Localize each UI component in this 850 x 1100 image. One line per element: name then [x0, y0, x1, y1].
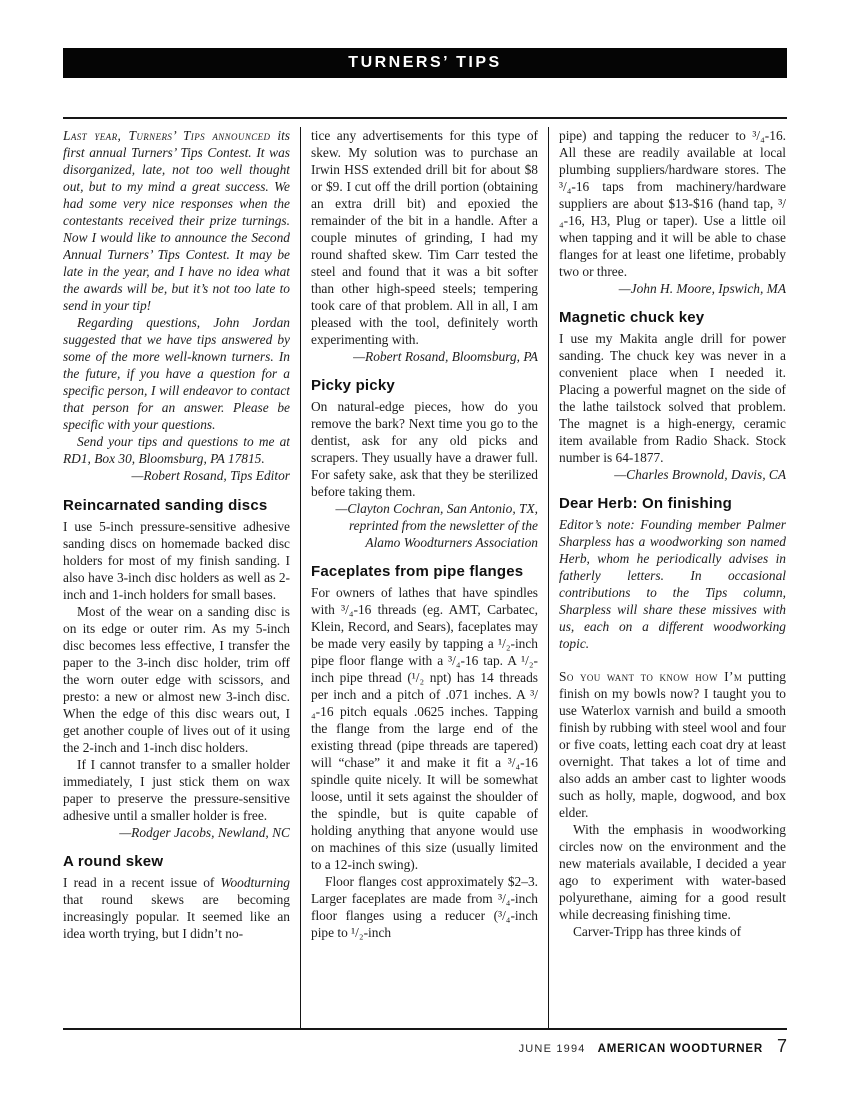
herb-lead-smallcaps: So you want to know how I’m — [559, 669, 743, 684]
column-divider-1 — [300, 127, 301, 1028]
round-skew-continuation — [311, 127, 538, 365]
skew-paragraph-continued: tice any advertisements for this type of skew. My solution was to purchase an Irwin HSS extended drill bit for about $8 or $9. I cut off the drill portion (obtaining an extra drill bit) and epoxied the remainder of the bit in a handle. After a couple minutes of grinding, I had my round shafted skew. Tim Carr tested the steel and found that it was a bit softer than other high-speed steels; tempering took care of that problem. All in all, I am pleased with the tool, definitely worth experimenting with. — [311, 128, 538, 347]
faceplates-paragraph-2: Floor flanges cost approximately $2–3. Larger faceplates are made from ³/₄-inch floor flanges using a reducer (³/₄-inch pipe to ¹/₂-inch — [311, 874, 538, 940]
intro-paragraph-1-rest: its first annual Turners’ Tips Contest. It was disorganized, late, not too well thought out, but to my mind a great success. We had some very nice responses when the contestants received their prize turnings. Now I would like to announce the Second Annual Turners’ Tips Contest. It may be late in the year, and I have no idea what the awards will be, but it’s not too late to send in your tip! — [63, 128, 290, 313]
heading-dear-herb-on-finishing: Dear Herb: On finishing — [559, 495, 732, 512]
column-2 — [311, 127, 538, 1028]
signature-charles-brownold: —Charles Brownold, Davis, CA — [614, 467, 786, 482]
intro-paragraph-1 — [63, 127, 290, 314]
footer-magazine-name: AMERICAN WOODTURNER — [597, 1043, 763, 1055]
faceplates-continuation — [559, 127, 786, 297]
herb-paragraph-2: With the emphasis in woodworking circles now on the environment and the new materials available, I decided a year ago to experiment with water-based polyurethane, aiming for a good result while decreasing finishing time. — [559, 822, 786, 922]
round-skew-section — [63, 852, 290, 942]
intro-section — [63, 127, 290, 484]
skew-text-after: that round skews are becoming increasingly popular. It seemed like an idea worth trying, but I didn’t no- — [63, 892, 290, 941]
column-3 — [559, 127, 786, 1028]
herb-paragraph-1-rest: putting finish on my bowls now? I taught you to use Waterlox varnish and build a smooth finish by rubbing with steel wool and four or five coats, letting each coat dry at least overnight. That takes a lot of time and also adds an amber cast to lighter woods such as holly, maple, dogwood, and box elder. — [559, 669, 786, 820]
signature-robert-rosand: —Robert Rosand, Bloomsburg, PA — [353, 349, 538, 364]
sanding-paragraph-2: Most of the wear on a sanding disc is on its edge or outer rim. As my 5-inch disc becomes less effective, I transfer the paper to the 3-inch disc holder, trim off the worn outer edge with scissors, and presto: a new or almost new 3-inch disc. When the edge of this disc wears out, I get another couple of lives out of it using the 2-inch and 1-inch disc holders. — [63, 604, 290, 755]
dear-herb-section — [559, 494, 786, 940]
intro-paragraph-3: Send your tips and questions to me at RD1, Box 30, Bloomsburg, PA 17815. — [63, 434, 290, 466]
skew-text-before: I read in a recent issue of — [63, 875, 221, 890]
faceplates-section — [311, 562, 538, 941]
herb-paragraph-1 — [559, 668, 786, 821]
footer-issue-date: JUNE 1994 — [518, 1043, 586, 1055]
footer-page-number: 7 — [776, 1036, 787, 1056]
sanding-paragraph-3: If I cannot transfer to a smaller holder immediately, I just stick them on wax paper to preserve the pressure-sensitive adhesive until a smaller holder is free. — [63, 757, 290, 823]
top-rule — [63, 117, 787, 119]
column-1 — [63, 127, 290, 1028]
heading-picky-picky: Picky picky — [311, 377, 395, 394]
bottom-rule — [63, 1028, 787, 1030]
magnetic-chuck-key-section — [559, 308, 786, 483]
magazine-title-italic: Woodturning — [220, 875, 290, 890]
heading-faceplates-from-pipe-flanges: Faceplates from pipe flanges — [311, 563, 524, 580]
intro-paragraph-2: Regarding questions, John Jordan suggested that we have tips answered by some of the more well-known turners. In the future, if you have a question for a specific person, I will endeavor to contact that person for an answer. Please be specific with your questions. — [63, 315, 290, 432]
magnet-paragraph-1: I use my Makita angle drill for power sanding. The chuck key was never in a convenient place when I needed it. Placing a powerful magnet on the side of the lathe tailstock solved that problem. The magnet is a high-energy, ceramic item available from Radio Shack. Stock number is 64-1877. — [559, 331, 786, 465]
herb-paragraph-3: Carver-Tripp has three kinds of — [573, 924, 742, 939]
intro-lead-smallcaps: Last year, Turners’ Tips announced — [63, 128, 271, 143]
section-banner — [63, 48, 787, 78]
signature-john-moore: —John H. Moore, Ipswich, MA — [618, 281, 786, 296]
skew-paragraph-1 — [63, 874, 290, 942]
heading-a-round-skew: A round skew — [63, 853, 164, 870]
article-columns — [63, 127, 787, 1028]
signature-clayton-cochran: —Clayton Cochran, San Antonio, TX, reprinted from the newsletter of the Alamo Woodturners Association — [335, 501, 538, 550]
heading-magnetic-chuck-key: Magnetic chuck key — [559, 309, 705, 326]
signature-tips-editor: —Robert Rosand, Tips Editor — [131, 468, 290, 483]
sanding-paragraph-1: I use 5-inch pressure-sensitive adhesive sanding discs on homemade backed disc holders for most of my finish sanding. I also have 3-inch disc holders as well as 2-inch and 1-inch holders for small bases. — [63, 519, 290, 602]
faceplates-paragraph-1: For owners of lathes that have spindles with ³/₄-16 threads (eg. AMT, Carbatec, Klein, Record, and Sears), faceplates may be made very easily by tapping a ¹/₂-inch pipe floor flange with a ³/₄-16 tap. A ¹/₂-inch pipe thread (¹/₂ npt) has 14 threads per inch and a pitch of .071 inches. A ³/₄-16 pitch equals .0625 inches. Tapping the flange from the large end of the existing thread (pipe threads are tapered) will “chase” it and make it fit a ³/₄-16 spindle quite nicely. It will be somewhat loose, until it sets against the shoulder of the spindle, but is quite capable of holding anything that anyone would use on machines of this size (usually limited to a 12-inch swing). — [311, 585, 538, 872]
editors-note: Editor’s note: Founding member Palmer Sharpless has a woodworking son named Herb, whom he periodically advises in fatherly letters. In occasional contributions to the Tips column, Sharpless will share these missives with us, each on a different woodworking topic. — [559, 517, 786, 651]
picky-paragraph-1: On natural-edge pieces, how do you remove the bark? Next time you go to the dentist, ask for any old picks and scrapers. They usually have a drawer full. For safety sake, ask that they be sterilized before taking them. — [311, 399, 538, 499]
column-divider-2 — [548, 127, 549, 1028]
page-footer — [63, 1036, 787, 1057]
picky-picky-section — [311, 376, 538, 551]
sanding-discs-section — [63, 496, 290, 841]
signature-rodger-jacobs: —Rodger Jacobs, Newland, NC — [119, 825, 290, 840]
heading-reincarnated-sanding-discs: Reincarnated sanding discs — [63, 497, 268, 514]
faceplates-paragraph-continued: pipe) and tapping the reducer to ³/₄-16. All these are readily available at local plumbing suppliers/hardware stores. The ³/₄-16 taps from machinery/hardware suppliers are about $13-$16 (hand tap, ³/₄-16, H3, Plug or taper). Use a little oil when tapping and it will be able to chase flanges for at least one lifetime, probably two or three. — [559, 128, 786, 279]
page-title: TURNERS’ TIPS — [348, 54, 502, 71]
